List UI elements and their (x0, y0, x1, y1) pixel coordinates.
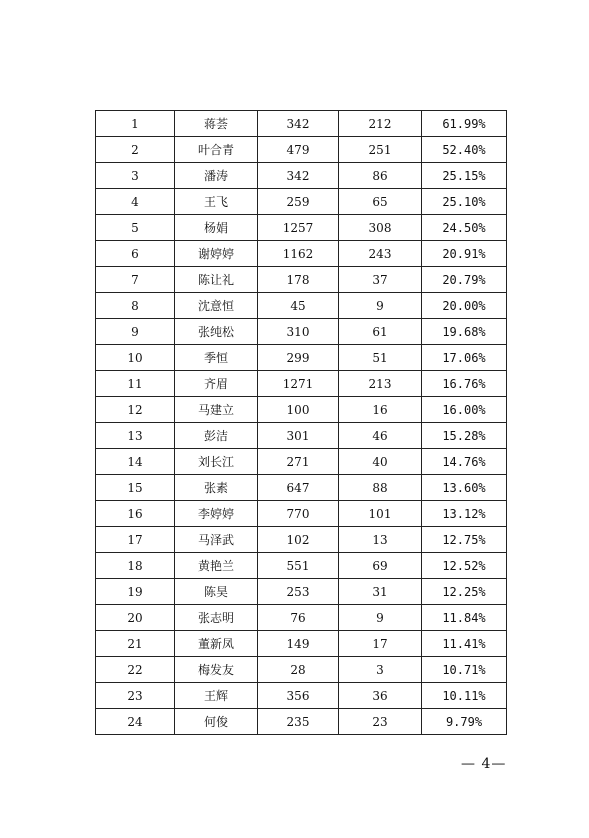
count-cell: 1257 (258, 215, 339, 241)
count-cell: 178 (258, 267, 339, 293)
table-row (96, 189, 507, 215)
rank-cell: 9 (96, 319, 175, 345)
name-cell: 董新凤 (175, 631, 258, 657)
subcount-cell: 9 (339, 605, 422, 631)
name-cell: 王飞 (175, 189, 258, 215)
percent-cell: 20.79% (422, 267, 507, 293)
percent-cell: 11.41% (422, 631, 507, 657)
rank-cell: 10 (96, 345, 175, 371)
subcount-cell: 61 (339, 319, 422, 345)
table-row (96, 397, 507, 423)
percent-cell: 12.25% (422, 579, 507, 605)
rank-cell: 23 (96, 683, 175, 709)
rank-cell: 19 (96, 579, 175, 605)
percent-cell: 15.28% (422, 423, 507, 449)
subcount-cell: 243 (339, 241, 422, 267)
name-cell: 张素 (175, 475, 258, 501)
subcount-cell: 101 (339, 501, 422, 527)
name-cell: 蒋荟 (175, 111, 258, 137)
count-cell: 28 (258, 657, 339, 683)
page-number: — 4— (461, 756, 507, 772)
table-row (96, 449, 507, 475)
percent-cell: 52.40% (422, 137, 507, 163)
percent-cell: 25.15% (422, 163, 507, 189)
rank-cell: 2 (96, 137, 175, 163)
rank-cell: 3 (96, 163, 175, 189)
percent-cell: 20.91% (422, 241, 507, 267)
subcount-cell: 86 (339, 163, 422, 189)
name-cell: 陈昊 (175, 579, 258, 605)
subcount-cell: 69 (339, 553, 422, 579)
percent-cell: 61.99% (422, 111, 507, 137)
count-cell: 76 (258, 605, 339, 631)
count-cell: 1271 (258, 371, 339, 397)
count-cell: 356 (258, 683, 339, 709)
count-cell: 235 (258, 709, 339, 735)
count-cell: 149 (258, 631, 339, 657)
percent-cell: 9.79% (422, 709, 507, 735)
rank-cell: 15 (96, 475, 175, 501)
count-cell: 253 (258, 579, 339, 605)
subcount-cell: 65 (339, 189, 422, 215)
subcount-cell: 40 (339, 449, 422, 475)
name-cell: 马建立 (175, 397, 258, 423)
name-cell: 杨娟 (175, 215, 258, 241)
name-cell: 何俊 (175, 709, 258, 735)
subcount-cell: 308 (339, 215, 422, 241)
subcount-cell: 251 (339, 137, 422, 163)
percent-cell: 16.00% (422, 397, 507, 423)
name-cell: 陈让礼 (175, 267, 258, 293)
count-cell: 1162 (258, 241, 339, 267)
name-cell: 李婷婷 (175, 501, 258, 527)
table-row (96, 657, 507, 683)
table-row (96, 137, 507, 163)
rank-cell: 11 (96, 371, 175, 397)
percent-cell: 16.76% (422, 371, 507, 397)
percent-cell: 12.75% (422, 527, 507, 553)
rank-cell: 5 (96, 215, 175, 241)
rank-cell: 4 (96, 189, 175, 215)
percent-cell: 11.84% (422, 605, 507, 631)
name-cell: 谢婷婷 (175, 241, 258, 267)
percent-cell: 10.71% (422, 657, 507, 683)
table-row (96, 527, 507, 553)
subcount-cell: 3 (339, 657, 422, 683)
percent-cell: 14.76% (422, 449, 507, 475)
count-cell: 259 (258, 189, 339, 215)
percent-cell: 20.00% (422, 293, 507, 319)
rank-cell: 18 (96, 553, 175, 579)
count-cell: 342 (258, 163, 339, 189)
name-cell: 梅发友 (175, 657, 258, 683)
count-cell: 647 (258, 475, 339, 501)
percent-cell: 10.11% (422, 683, 507, 709)
name-cell: 刘长江 (175, 449, 258, 475)
count-cell: 102 (258, 527, 339, 553)
count-cell: 299 (258, 345, 339, 371)
name-cell: 黄艳兰 (175, 553, 258, 579)
rank-cell: 22 (96, 657, 175, 683)
percent-cell: 24.50% (422, 215, 507, 241)
subcount-cell: 36 (339, 683, 422, 709)
rank-cell: 6 (96, 241, 175, 267)
rank-cell: 20 (96, 605, 175, 631)
count-cell: 479 (258, 137, 339, 163)
rank-cell: 1 (96, 111, 175, 137)
table-row (96, 293, 507, 319)
name-cell: 彭洁 (175, 423, 258, 449)
name-cell: 潘涛 (175, 163, 258, 189)
subcount-cell: 51 (339, 345, 422, 371)
table-row (96, 475, 507, 501)
table-row (96, 267, 507, 293)
count-cell: 100 (258, 397, 339, 423)
subcount-cell: 9 (339, 293, 422, 319)
table-body (96, 111, 507, 735)
percent-cell: 17.06% (422, 345, 507, 371)
table-row (96, 501, 507, 527)
name-cell: 齐眉 (175, 371, 258, 397)
rank-cell: 17 (96, 527, 175, 553)
table-row (96, 683, 507, 709)
rank-cell: 14 (96, 449, 175, 475)
subcount-cell: 16 (339, 397, 422, 423)
table-row (96, 553, 507, 579)
name-cell: 季恒 (175, 345, 258, 371)
rank-cell: 24 (96, 709, 175, 735)
table-row (96, 163, 507, 189)
table-row (96, 423, 507, 449)
subcount-cell: 212 (339, 111, 422, 137)
count-cell: 271 (258, 449, 339, 475)
count-cell: 770 (258, 501, 339, 527)
name-cell: 叶合青 (175, 137, 258, 163)
table-row (96, 215, 507, 241)
rank-cell: 21 (96, 631, 175, 657)
table-row (96, 371, 507, 397)
percent-cell: 12.52% (422, 553, 507, 579)
name-cell: 张纯松 (175, 319, 258, 345)
name-cell: 张志明 (175, 605, 258, 631)
table-row (96, 111, 507, 137)
name-cell: 沈意恒 (175, 293, 258, 319)
percent-cell: 19.68% (422, 319, 507, 345)
table-row (96, 241, 507, 267)
subcount-cell: 37 (339, 267, 422, 293)
count-cell: 301 (258, 423, 339, 449)
percent-cell: 25.10% (422, 189, 507, 215)
subcount-cell: 17 (339, 631, 422, 657)
rank-cell: 16 (96, 501, 175, 527)
data-table (95, 110, 507, 735)
name-cell: 王辉 (175, 683, 258, 709)
subcount-cell: 46 (339, 423, 422, 449)
subcount-cell: 23 (339, 709, 422, 735)
table-row (96, 709, 507, 735)
rank-cell: 8 (96, 293, 175, 319)
table-row (96, 345, 507, 371)
table-row (96, 319, 507, 345)
name-cell: 马泽武 (175, 527, 258, 553)
percent-cell: 13.60% (422, 475, 507, 501)
percent-cell: 13.12% (422, 501, 507, 527)
rank-cell: 12 (96, 397, 175, 423)
subcount-cell: 213 (339, 371, 422, 397)
count-cell: 342 (258, 111, 339, 137)
count-cell: 551 (258, 553, 339, 579)
subcount-cell: 31 (339, 579, 422, 605)
subcount-cell: 13 (339, 527, 422, 553)
count-cell: 45 (258, 293, 339, 319)
table-row (96, 579, 507, 605)
table-row (96, 605, 507, 631)
count-cell: 310 (258, 319, 339, 345)
subcount-cell: 88 (339, 475, 422, 501)
table-row (96, 631, 507, 657)
rank-cell: 7 (96, 267, 175, 293)
rank-cell: 13 (96, 423, 175, 449)
